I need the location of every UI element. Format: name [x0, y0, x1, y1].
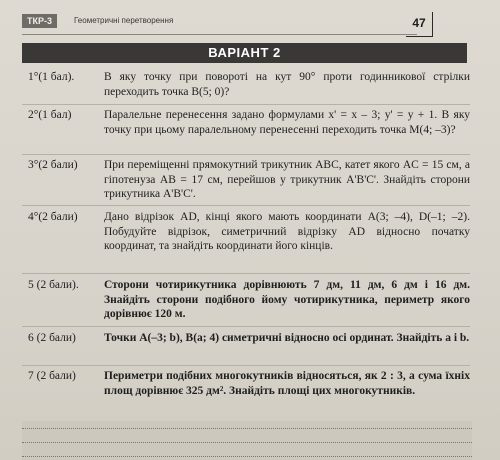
task-number: 2°(1 бал) [28, 109, 72, 121]
test-code-tag: ТКР-3 [22, 14, 57, 28]
task-separator [22, 365, 470, 366]
task-6 [22, 331, 470, 363]
task-separator [22, 205, 470, 206]
task-text: В яку точку при повороті на кут 90° проти годинникової стрілки переходить точка B(5; 0)? [104, 71, 470, 98]
task-text: Сторони чотирикутника дорівнюють 7 дм, 11 дм, 6 дм і 16 дм. Знайдіть сторони подібного йому чотирикутника, периметр якого дорівнює 120 м. [104, 279, 470, 320]
task-number: 7 (2 бали) [28, 370, 76, 382]
task-text: Дано відрізок AD, кінці якого мають координати A(3; –4), D(–1; –2). Побудуйте відрізок, симетричний відрізку AD відносно початку координат, та знайдіть координати його кінців. [104, 211, 470, 252]
answer-line [22, 442, 472, 443]
task-4 [22, 210, 470, 270]
task-text: Точки A(–3; b), B(a; 4) симетричні відносно осі ординат. Знайдіть a і b. [104, 332, 470, 344]
page-header [22, 14, 437, 30]
answer-line [22, 428, 472, 429]
task-separator [22, 273, 470, 274]
task-number: 4°(2 бали) [28, 211, 78, 223]
section-title: Геометричні перетворення [74, 16, 174, 25]
header-rule [22, 34, 417, 35]
task-7 [22, 369, 470, 415]
task-1 [22, 70, 470, 102]
task-separator [22, 326, 470, 327]
answer-line [22, 456, 472, 457]
task-number: 3°(2 бали) [28, 159, 78, 171]
task-3 [22, 158, 470, 204]
variant-title: ВАРІАНТ 2 [22, 43, 467, 63]
page-number: 47 [406, 12, 433, 37]
task-number: 5 (2 бали). [28, 279, 79, 291]
answer-area [22, 421, 472, 460]
task-number: 1°(1 бал). [28, 71, 75, 83]
task-separator [22, 104, 470, 105]
task-text: Периметри подібних многокутників відносяться, як 2 : 3, а сума їхніх площ дорівнює 325 дм². Знайдіть площі цих многокутників. [104, 370, 470, 397]
task-text: Паралельне перенесення задано формулами x' = x – 3; y' = y + 1. В яку точку при цьому паралельному перенесенні переходить точка M(4; –3)? [104, 109, 470, 136]
task-text: При переміщенні прямокутний трикутник ABC, катет якого AC = 15 см, а гіпотенуза AB = 17 см, перейшов у трикутник A'B'C'. Знайдіть сторони трикутника A'B'C'. [104, 159, 470, 200]
task-2 [22, 108, 470, 154]
task-number: 6 (2 бали) [28, 332, 76, 344]
task-5 [22, 278, 470, 324]
task-separator [22, 154, 470, 155]
